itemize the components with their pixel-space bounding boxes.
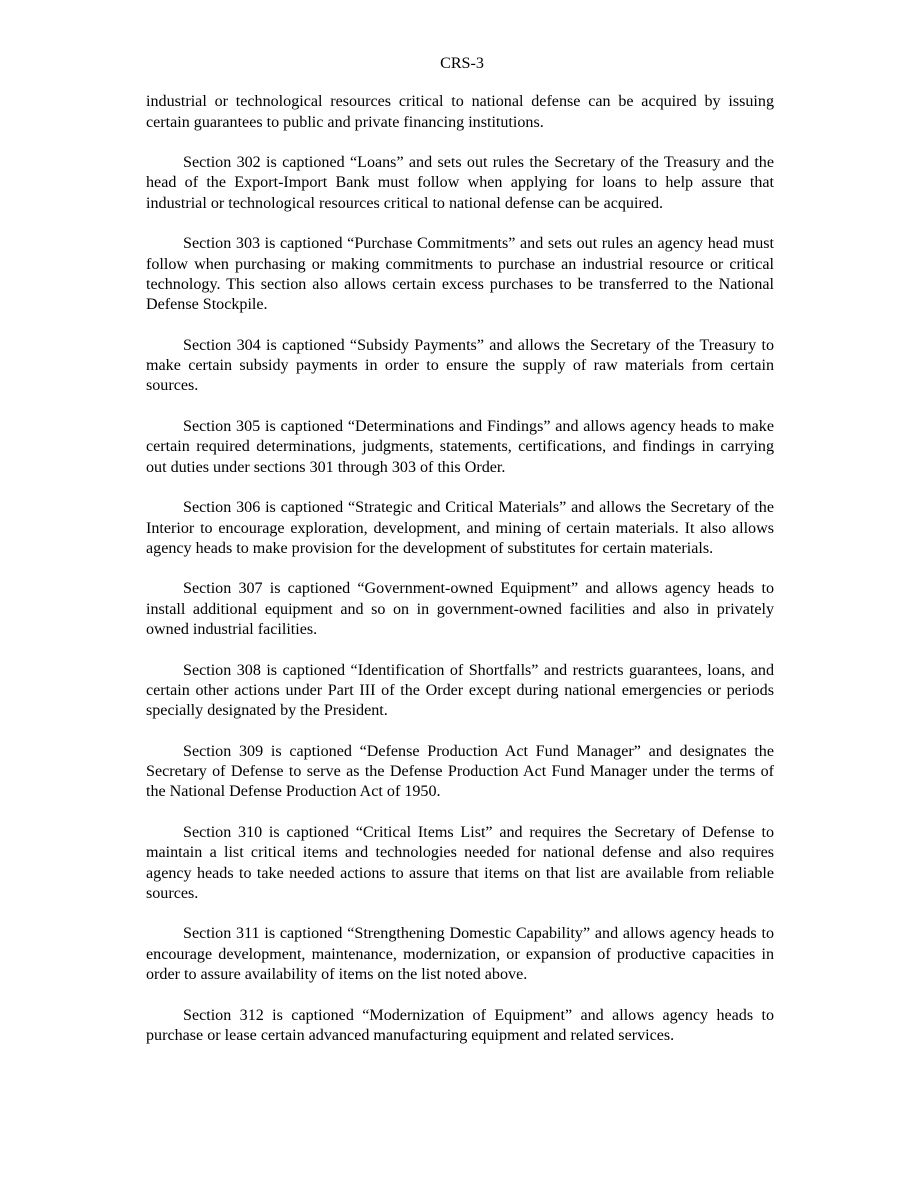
paragraph-continuation: industrial or technological resources critical to national defense can be acquired by issuing certain guarantees to public and private financing institutions. bbox=[146, 93, 774, 131]
document-page bbox=[146, 54, 774, 1067]
page-number-header: CRS-3 bbox=[440, 55, 484, 72]
paragraph-section-305: Section 305 is captioned “Determinations and Findings” and allows agency heads to make certain required determinations, judgments, statements, certifications, and findings in carrying out duties under sections 301 through 303 of this Order. bbox=[146, 418, 774, 476]
paragraph-section-303: Section 303 is captioned “Purchase Commitments” and sets out rules an agency head must follow when purchasing or making commitments to purchase an industrial resource or critical technology. This section also allows certain excess purchases to be transferred to the National Defense Stockpile. bbox=[146, 235, 774, 314]
paragraph-section-302: Section 302 is captioned “Loans” and sets out rules the Secretary of the Treasury and the head of the Export-Import Bank must follow when applying for loans to help assure that industrial or technological resources critical to national defense can be acquired. bbox=[146, 154, 774, 212]
paragraph-section-309: Section 309 is captioned “Defense Production Act Fund Manager” and designates the Secretary of Defense to serve as the Defense Production Act Fund Manager under the terms of the National Defense Production Act of 1950. bbox=[146, 742, 774, 801]
paragraph-section-304: Section 304 is captioned “Subsidy Payments” and allows the Secretary of the Treasury to make certain subsidy payments in order to ensure the supply of raw materials from certain sources. bbox=[146, 336, 774, 395]
paragraph-section-310: Section 310 is captioned “Critical Items List” and requires the Secretary of Defense to maintain a list critical items and technologies needed for national defense and also requires agency heads to take needed actions to assure that items on that list are available from reliable sources. bbox=[146, 823, 774, 902]
paragraph-section-311: Section 311 is captioned “Strengthening Domestic Capability” and allows agency heads to encourage development, maintenance, modernization, or expansion of productive capacities in order to assure availability of items on the list noted above. bbox=[146, 925, 774, 984]
paragraph-section-312: Section 312 is captioned “Modernization of Equipment” and allows agency heads to purchase or lease certain advanced manufacturing equipment and related services. bbox=[146, 1006, 774, 1044]
paragraph-section-307: Section 307 is captioned “Government-owned Equipment” and allows agency heads to install additional equipment and so on in government-owned facilities and also in privately owned industrial facilities. bbox=[146, 580, 774, 639]
paragraph-section-308: Section 308 is captioned “Identification of Shortfalls” and restricts guarantees, loans, and certain other actions under Part III of the Order except during national emergencies or periods specially designated by the President. bbox=[146, 661, 774, 720]
paragraph-section-306: Section 306 is captioned “Strategic and Critical Materials” and allows the Secretary of the Interior to encourage exploration, development, and mining of certain materials. It also allows agency heads to make provision for the development of substitutes for certain materials. bbox=[146, 499, 774, 557]
